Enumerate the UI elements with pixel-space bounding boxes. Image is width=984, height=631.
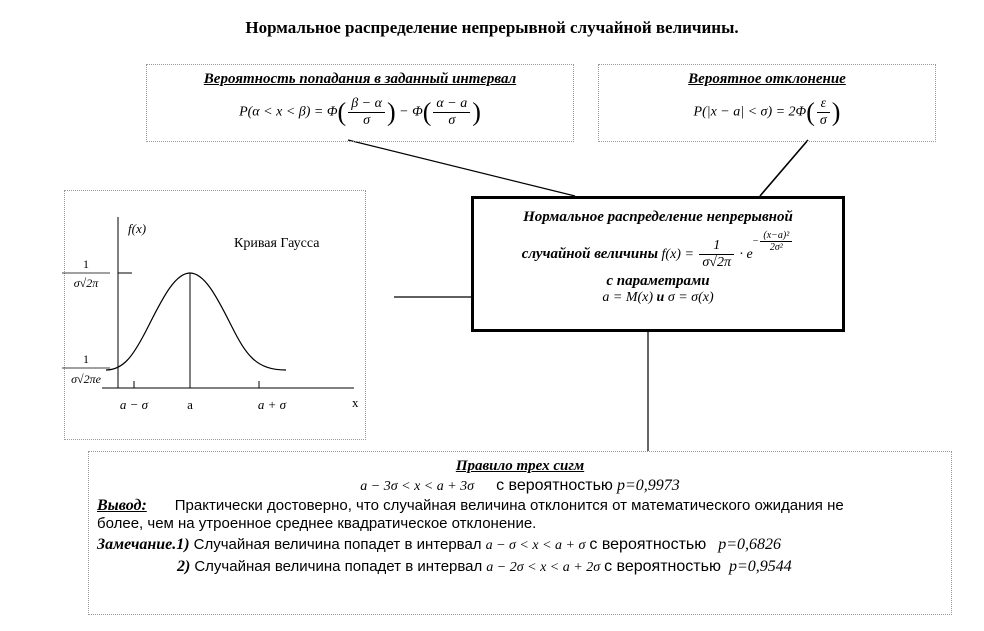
param-a: a = M(x): [602, 290, 654, 306]
dev-frac-num: ε: [817, 96, 830, 113]
note1-ineq: a − σ < x < a + σ: [485, 538, 586, 553]
probability-formula-left: P(α < x < β) = Φ: [239, 104, 338, 120]
density-den: σ√2π: [702, 255, 731, 271]
note2-line: [177, 558, 951, 576]
curve-label: Кривая Гаусса: [234, 236, 320, 251]
note1-line: [97, 536, 951, 554]
deviation-box: [598, 64, 936, 142]
conclusion-label: Вывод:: [97, 497, 147, 514]
central-line2-text: случайной величины: [521, 245, 659, 262]
frac1-num: β − α: [348, 96, 385, 113]
note2-text: Случайная величина попадет в интервал: [194, 558, 483, 575]
x-axis-label: x: [352, 395, 359, 410]
params-label: с параметрами: [606, 273, 710, 290]
deviation-formula: P(|x − a| < σ) = 2Φ( $\frac{\varepsilon}{\sigma}$ ): [693, 96, 841, 128]
page-title: Нормальное распределение непрерывной случайной величины.: [245, 18, 739, 37]
rule-prob-text: с вероятностью: [496, 477, 613, 494]
probability-heading: Вероятность попадания в заданный интервал: [203, 71, 517, 87]
tick-center-label: a: [187, 397, 193, 412]
central-box: [471, 196, 845, 332]
density-num: 1: [699, 238, 734, 255]
dev-frac-den: σ: [819, 113, 827, 128]
param-sigma: σ = σ(x): [667, 290, 714, 306]
inflect-num: 1: [83, 352, 89, 366]
frac2-den: σ: [448, 113, 456, 128]
exp-sign: −: [752, 235, 759, 247]
note2-ineq: a − 2σ < x < a + 2σ: [486, 560, 601, 575]
note1-prob-value: p=0,6826: [718, 536, 782, 553]
probability-formula: P(α < x < β) = Φ( $\frac{\beta - \alpha}{\sigma}$ ) − Φ( $\frac{\alpha - a}{\sigma}$ ): [239, 96, 481, 128]
central-density: [474, 230, 842, 271]
exp-den: 2σ²: [769, 242, 783, 253]
deviation-formula-left: P(|x − a| < σ) = 2Φ: [693, 104, 807, 120]
inflect-den: σ√2πe: [71, 372, 101, 386]
tick-left-label: a − σ: [119, 397, 149, 412]
gauss-graph: [54, 205, 374, 430]
exp-base: · e: [739, 246, 753, 262]
gauss-curve: [106, 273, 286, 370]
deviation-heading: Вероятное отклонение: [688, 71, 846, 87]
params-formula: [474, 290, 842, 306]
y-axis-label: f(x): [128, 221, 147, 236]
conclusion-text1: Практически достоверно, что случайная величина отклонится от математического ожидания не: [174, 497, 844, 514]
conclusion-text2: более, чем на утроенное среднее квадратическое отклонение.: [97, 515, 537, 532]
three-sigma-box: [88, 451, 952, 615]
param-and: и: [656, 290, 665, 306]
probability-box: [146, 64, 574, 142]
note2-prob-value: p=0,9544: [728, 558, 792, 575]
note1-text: Случайная величина попадет в интервал: [193, 536, 482, 553]
rule-statement: [89, 477, 951, 495]
connector-probability: [348, 140, 575, 196]
central-title: Нормальное распределение непрерывной: [523, 209, 793, 225]
note2-prob-text: с вероятностью: [604, 558, 721, 575]
note-label: Замечание.1): [97, 536, 190, 553]
tick-right-label: a + σ: [257, 397, 287, 412]
density-fx: f(x) =: [661, 246, 694, 262]
exp-num: (x−a)²: [760, 230, 792, 242]
rule-ineq: a − 3σ < x < a + 3σ: [360, 479, 475, 494]
note2-label: 2): [177, 558, 191, 575]
rule-heading: Правило трех сигм: [455, 458, 585, 474]
note1-prob-text: с вероятностью: [589, 536, 707, 553]
connector-deviation: [760, 140, 808, 196]
probability-formula-mid: − Φ: [399, 104, 423, 120]
peak-num: 1: [83, 257, 89, 271]
peak-den: σ√2π: [73, 276, 99, 290]
conclusion-line1: [97, 497, 951, 515]
frac1-den: σ: [363, 113, 371, 128]
rule-prob-value: p=0,9973: [616, 477, 680, 494]
frac2-num: α − a: [433, 96, 470, 113]
